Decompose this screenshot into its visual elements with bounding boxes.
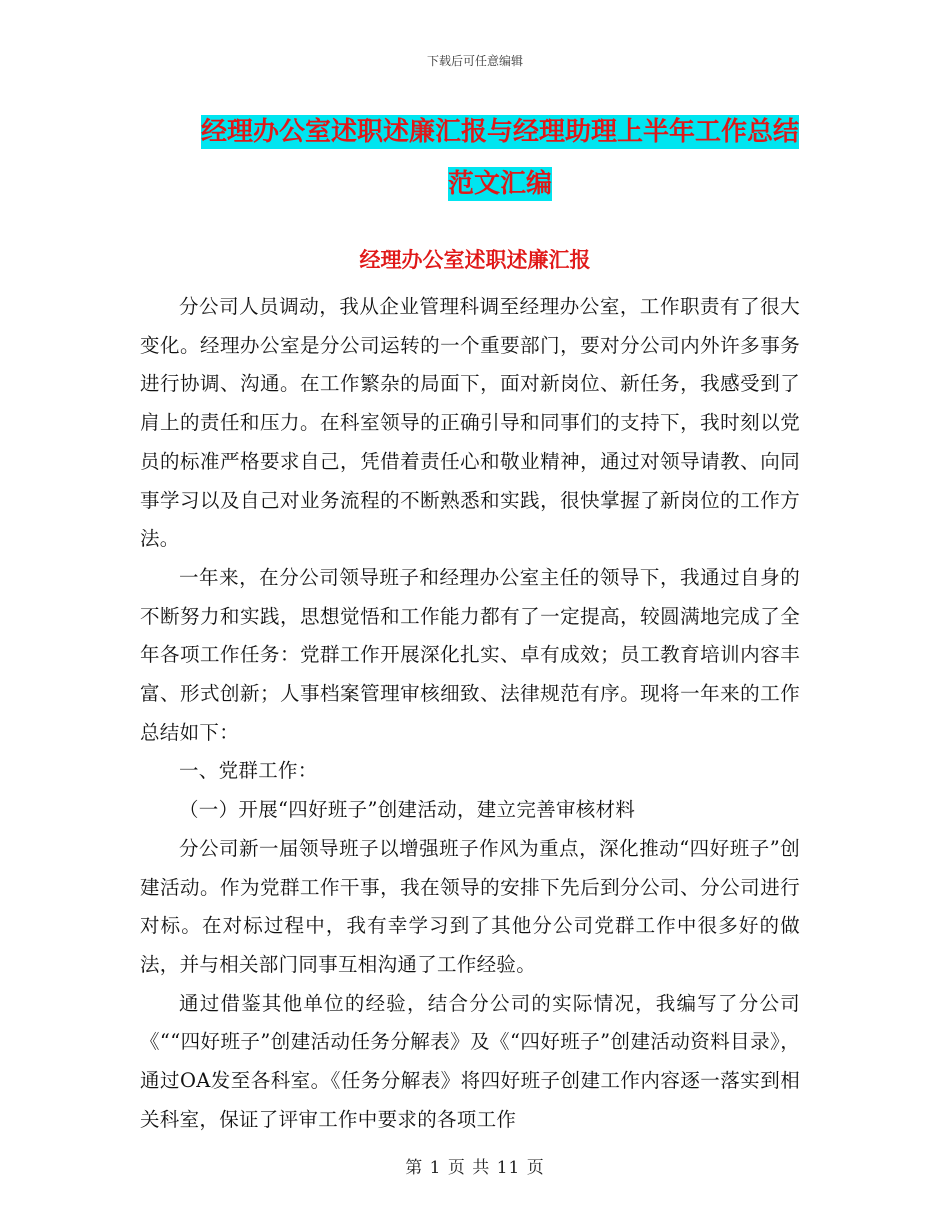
- section-title: 经理办公室述职述廉汇报: [359, 248, 591, 272]
- paragraph-subheading: （一）开展“四好班子”创建活动，建立完善审核材料: [179, 798, 636, 822]
- page-footer: 第 1 页 共 11 页: [405, 1158, 545, 1178]
- body-text: [140, 288, 800, 1139]
- header-note: 下载后可任意编辑: [426, 54, 523, 68]
- paragraph: 分公司人员调动，我从企业管理科调至经理办公室，工作职责有了很大变化。经理办公室是分公司运转的一个重要部门，要对分公司内外许多事务进行协调、沟通。在工作繁杂的局面下，面对新岗位、新任务，我感受到了肩上的责任和压力。在科室领导的正确引导和同事们的支持下，我时刻以党员的标准严格要求自己，凭借着责任心和敬业精神，通过对领导请教、向同事学习以及自己对业务流程的不断熟悉和实践，很快掌握了新岗位的工作方法。: [140, 295, 800, 551]
- paragraph: 通过借鉴其他单位的经验，结合分公司的实际情况，我编写了分公司《““四好班子”创建活动任务分解表》及《“四好班子”创建活动资料目录》，通过OA发至各科室。《任务分解表》将四好班子创建工作内容逐一落实到相关科室，保证了评审工作中要求的各项工作: [140, 991, 800, 1131]
- document-title-line-1: 经理办公室述职述廉汇报与经理助理上半年工作总结: [200, 117, 799, 147]
- paragraph: 一年来，在分公司领导班子和经理办公室主任的领导下，我通过自身的不断努力和实践，思想觉悟和工作能力都有了一定提高，较圆满地完成了全年各项工作任务：党群工作开展深化扎实、卓有成效；员工教育培训内容丰富、形式创新；人事档案管理审核细致、法律规范有序。现将一年来的工作总结如下：: [140, 565, 800, 744]
- document-title-line-2: 范文汇编: [447, 169, 552, 199]
- document-title: [140, 106, 860, 210]
- paragraph: 分公司新一届领导班子以增强班子作风为重点，深化推动“四好班子”创建活动。作为党群工作干事，我在领导的安排下先后到分公司、分公司进行对标。在对标过程中，我有幸学习到了其他分公司党群工作中很多好的做法，并与相关部门同事互相沟通了工作经验。: [140, 836, 800, 976]
- paragraph-heading: 一、党群工作：: [179, 759, 318, 783]
